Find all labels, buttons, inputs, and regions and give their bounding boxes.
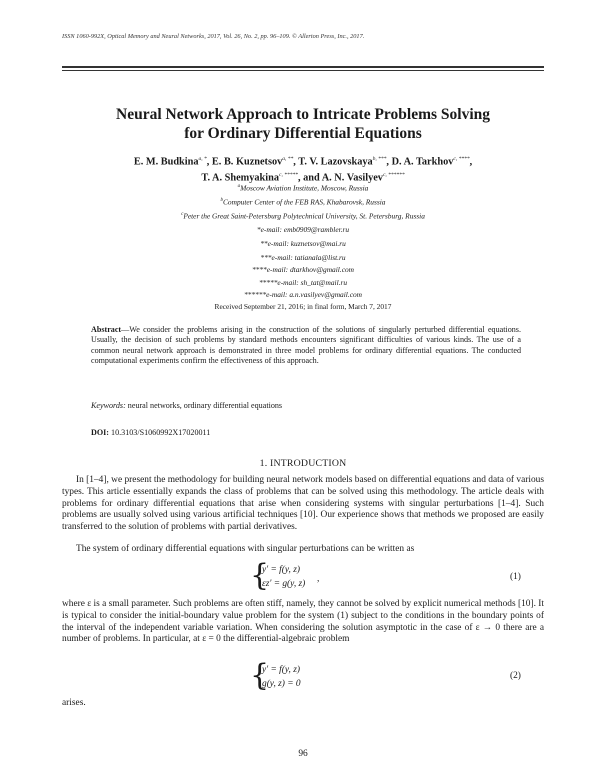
doi — [91, 428, 521, 437]
header-rule-thin — [62, 70, 544, 71]
equation-2-line-2: g(y, z) = 0 — [262, 679, 301, 689]
email-text: e-mail: emb0909@rambler.ru — [260, 225, 350, 234]
author-sep: , and — [297, 172, 322, 184]
author-sup: c, ****** — [382, 171, 405, 178]
paragraph-4 — [62, 698, 544, 710]
email — [62, 238, 544, 250]
equation-1-line-1: y' = f(y, z) — [262, 565, 301, 575]
email — [62, 264, 544, 276]
received-dates: Received September 21, 2016; in final form, March 7, 2017 — [214, 302, 392, 311]
page-number: 96 — [298, 749, 308, 759]
keywords-label: Keywords: — [91, 401, 126, 410]
title-line-2: for Ordinary Differential Equations — [184, 125, 422, 142]
paper-title — [62, 105, 544, 143]
email — [62, 289, 544, 301]
author-name: E. M. Budkina — [133, 156, 199, 168]
email — [62, 252, 544, 264]
affiliation-sup: c — [181, 212, 184, 217]
equation-2-brace: { — [250, 658, 270, 693]
equation-1-punct: , — [317, 574, 320, 584]
keywords-text: neural networks, ordinary differential equations — [125, 401, 283, 410]
abstract-text: —We consider the problems arising in the construction of the solutions of singularly perturbed differential equations. Usually, the decision of such problems by standard methods encounters significant difficulties of various kinds. The use of a common neural network approach is demonstrated in three model problems for ordinary differential equations. The conducted computational experiments confirm the effectiveness of this approach. — [91, 325, 521, 365]
paragraph-3-text: where ε is a small parameter. Such problems are often stiff, namely, they cannot be solved by explicit numerical methods [10]. It is typical to consider the initial-boundary value problem for the system (1) subject to the conditions in the boundary points of the interval of the independent variable variation. When considering the solution asymptotic in the case of ε → 0 there are a number of problems. In particular, at ε = 0 the differential-algebraic problem — [62, 599, 544, 645]
email-marker: * — [256, 225, 261, 234]
abstract-label: Abstract — [91, 325, 122, 334]
abstract — [91, 325, 521, 366]
author-sep: , — [206, 156, 212, 168]
paragraph-4-text: arises. — [62, 698, 86, 708]
affiliation — [62, 195, 544, 208]
email-marker: ** — [260, 239, 268, 248]
keywords — [91, 401, 521, 410]
journal-header: ISSN 1060-992X, Optical Memory and Neural Networks, 2017, Vol. 26, No. 2, pp. 96–109. © Allerton Press, Inc., 2017. — [62, 33, 365, 40]
author-name: D. A. Tarkhov — [391, 156, 454, 168]
affiliation-text: Peter the Great Saint-Petersburg Polytechnical University, St. Petersburg, Russia — [183, 211, 425, 221]
affiliation-sup: a — [237, 184, 241, 189]
email — [62, 277, 544, 289]
email-text: e-mail: kuznetsov@mai.ru — [267, 239, 346, 248]
affiliation — [62, 209, 544, 222]
header-rule-thick — [62, 66, 544, 68]
affiliation-text: Moscow Aviation Institute, Moscow, Russia — [240, 183, 369, 193]
paragraph-2 — [62, 544, 544, 556]
email-marker: *** — [260, 253, 272, 262]
doi-text: 10.3103/S1060992X17020011 — [109, 428, 211, 437]
paragraph-1 — [62, 475, 544, 534]
equation-1-number: (1) — [510, 572, 521, 582]
paragraph-2-text: The system of ordinary differential equations with singular perturbations can be written as — [76, 544, 415, 554]
author-name: T. V. Lazovskaya — [298, 156, 373, 168]
email-marker: ****** — [243, 290, 267, 299]
affiliation — [62, 181, 544, 194]
author-sep: , — [293, 156, 299, 168]
equation-2-number: (2) — [510, 671, 521, 681]
equation-1-brace: { — [250, 558, 270, 593]
author-sup: a, ** — [282, 156, 294, 162]
email-text: e-mail: a.n.vasilyev@gmail.com — [266, 290, 363, 299]
author-line-1 — [62, 153, 544, 169]
email-marker: **** — [251, 265, 267, 274]
email — [62, 224, 544, 236]
author-name: A. N. Vasilyev — [321, 172, 383, 184]
affiliation-sup: b — [220, 198, 223, 203]
paragraph-1-text: In [1–4], we present the methodology for building neural network models based on differential equations and data of various types. This article essentially expands the class of problems that can be solved using this methodology. The article deals with problems for ordinary differential equations that arise when considering systems with singular perturbations [1–4]. Such problems are usually solved using various artificial techniques [10]. Our experience shows that methods we proposed are easily transferred to the solution of problems with partial derivatives. — [62, 475, 544, 533]
paragraph-3 — [62, 599, 544, 646]
author-sup: c, ***** — [279, 171, 298, 178]
affiliation-text: Computer Center of the FEB RAS, Khabarovsk, Russia — [222, 197, 386, 207]
title-line-1: Neural Network Approach to Intricate Problems Solving — [116, 106, 490, 123]
section-heading: 1. INTRODUCTION — [259, 458, 347, 469]
author-sup: c, **** — [453, 156, 470, 162]
author-sup: a, * — [198, 156, 207, 162]
email-text: e-mail: dtarkhov@gmail.com — [266, 265, 355, 274]
author-name: T. A. Shemyakina — [201, 172, 279, 184]
email-text: e-mail: tatianala@list.ru — [271, 253, 346, 262]
equation-1-line-2: εz' = g(y, z) — [262, 579, 306, 589]
email-text: e-mail: sh_tat@mail.ru — [277, 278, 348, 287]
equation-2-line-1: y' = f(y, z) — [262, 665, 301, 675]
author-sup: b, *** — [372, 156, 387, 162]
author-sep: , — [386, 156, 392, 168]
author-sep: , — [469, 156, 473, 168]
author-name: E. B. Kuznetsov — [211, 156, 283, 168]
email-marker: ***** — [258, 278, 278, 287]
doi-label: DOI: — [91, 428, 109, 437]
